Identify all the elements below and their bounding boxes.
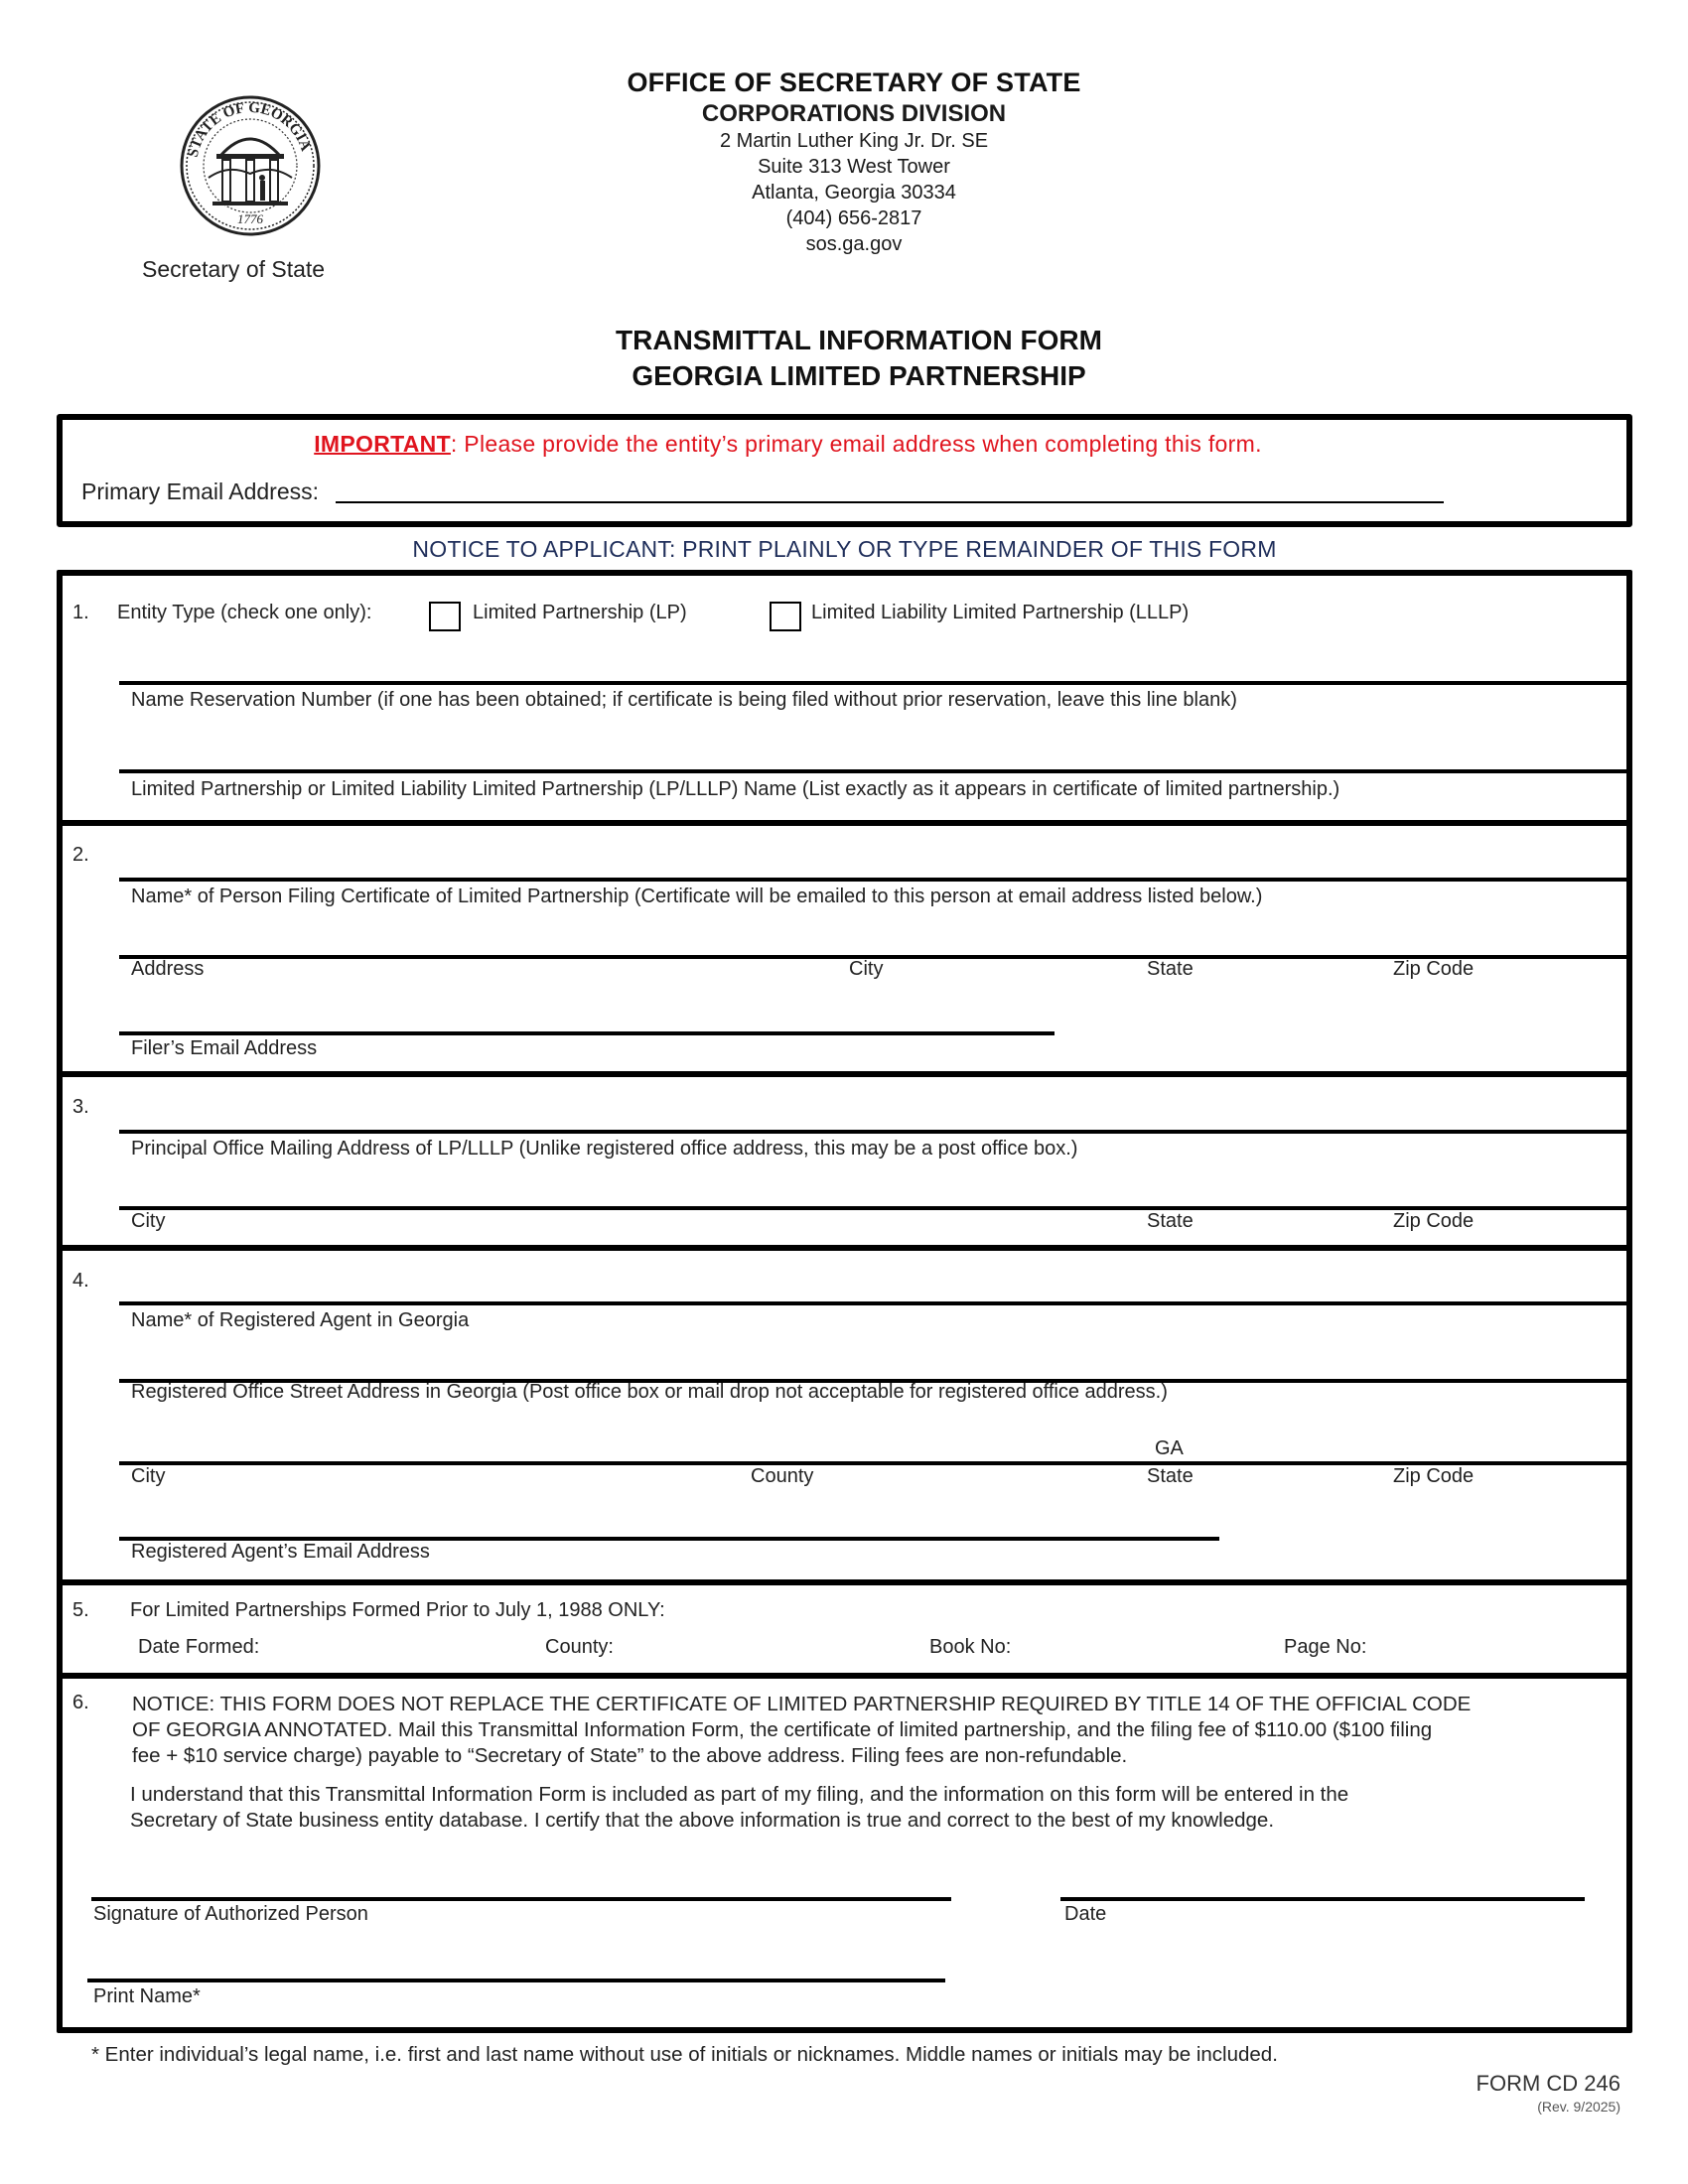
entity-name-field[interactable] (119, 769, 1626, 773)
primary-email-field[interactable] (336, 501, 1444, 503)
filer-city-label: City (849, 958, 884, 980)
section-divider (57, 1245, 1632, 1251)
name-reservation-field[interactable] (119, 681, 1626, 685)
option-limited-partnership-label: Limited Partnership (LP) (473, 602, 687, 623)
office-city-label: City (131, 1465, 166, 1487)
section-5-number: 5. (72, 1599, 89, 1621)
section-divider (57, 820, 1632, 826)
print-name-field[interactable] (87, 1979, 945, 1982)
filer-email-field[interactable] (119, 1031, 1055, 1035)
section-6-number: 6. (72, 1692, 89, 1713)
agent-email-label: Registered Agent’s Email Address (131, 1541, 430, 1563)
agent-name-field[interactable] (119, 1301, 1626, 1305)
filer-zip-label: Zip Code (1393, 958, 1475, 980)
section-4-number: 4. (72, 1270, 89, 1292)
svg-text:STATE OF GEORGIA: STATE OF GEORGIA (185, 99, 314, 159)
filer-name-label: Name* of Person Filing Certificate of Limited Partnership (Certificate will be emailed to this person at email address listed below.) (131, 886, 1263, 907)
office-state-label: State (1147, 1465, 1194, 1487)
agent-name-label: Name* of Registered Agent in Georgia (131, 1309, 470, 1331)
important-message: : Please provide the entity’s primary email address when completing this form. (450, 431, 1262, 457)
section-3-number: 3. (72, 1096, 89, 1118)
important-notice (0, 431, 1576, 458)
filing-notice (132, 1692, 1471, 1769)
checkbox-lllp[interactable] (770, 602, 801, 631)
page-no-label: Page No: (1284, 1636, 1367, 1658)
section-2-number: 2. (72, 844, 89, 866)
filing-notice-line: NOTICE: THIS FORM DOES NOT REPLACE THE CERTIFICATE OF LIMITED PARTNERSHIP REQUIRED BY TITLE 14 OF THE OFFICIAL CODE (132, 1693, 1472, 1715)
mailing-city-label: City (131, 1210, 166, 1232)
book-no-label: Book No: (929, 1636, 1012, 1658)
filer-address-label: Address (131, 958, 205, 980)
filer-email-label: Filer’s Email Address (131, 1037, 318, 1059)
certification-line: I understand that this Transmittal Information Form is included as part of my filing, and the information on this form will be entered in the (130, 1783, 1349, 1806)
name-reservation-label: Name Reservation Number (if one has been obtained; if certificate is being filed without prior reservation, leave this line blank) (131, 689, 1237, 711)
phone-number: (404) 656-2817 (785, 207, 922, 229)
mailing-address-label: Principal Office Mailing Address of LP/LLLP (Unlike registered office address, this may be a post office box.) (131, 1138, 1078, 1160)
pre-1988-heading: For Limited Partnerships Formed Prior to July 1, 1988 ONLY: (130, 1599, 665, 1621)
section-divider (57, 1579, 1632, 1585)
section-divider (57, 1071, 1632, 1077)
filer-name-field[interactable] (119, 878, 1626, 882)
office-county-label: County (751, 1465, 814, 1487)
secretary-of-state-label: Secretary of State (142, 256, 326, 282)
pre-1988-county-label: County: (545, 1636, 614, 1658)
mailing-address-field[interactable] (119, 1130, 1626, 1134)
form-title-line1: TRANSMITTAL INFORMATION FORM (616, 325, 1102, 355)
signature-field[interactable] (91, 1897, 951, 1901)
address-line-suite: Suite 313 West Tower (758, 156, 950, 178)
notice-to-applicant: NOTICE TO APPLICANT: PRINT PLAINLY OR TYPE REMAINDER OF THIS FORM (412, 536, 1277, 562)
important-label: IMPORTANT (314, 431, 451, 457)
section-divider (57, 1673, 1632, 1679)
section-1-number: 1. (72, 602, 89, 623)
office-zip-label: Zip Code (1393, 1465, 1475, 1487)
form-title-line2: GEORGIA LIMITED PARTNERSHIP (632, 360, 1086, 391)
georgia-state-seal-icon (179, 94, 322, 237)
date-field[interactable] (1060, 1897, 1585, 1901)
entity-name-label: Limited Partnership or Limited Liability Limited Partnership (LP/LLLP) Name (List exactly as it appears in certificate of limited partnership.) (131, 778, 1340, 800)
date-formed-label: Date Formed: (138, 1636, 260, 1658)
form-id: FORM CD 246 (1476, 2071, 1620, 2096)
checkbox-limited-partnership[interactable] (429, 602, 461, 631)
signature-label: Signature of Authorized Person (93, 1903, 368, 1925)
print-name-label: Print Name* (93, 1985, 201, 2007)
state-prefill-ga: GA (1155, 1437, 1184, 1459)
certification-line: Secretary of State business entity database. I certify that the above information is true and correct to the best of my knowledge. (130, 1809, 1275, 1832)
office-address-label: Registered Office Street Address in Georgia (Post office box or mail drop not acceptable for registered office address.) (131, 1381, 1168, 1403)
mailing-state-label: State (1147, 1210, 1194, 1232)
revision-date: (Rev. 9/2025) (1537, 2099, 1620, 2115)
option-lllp-label: Limited Liability Limited Partnership (LLLP) (811, 602, 1190, 623)
mailing-zip-label: Zip Code (1393, 1210, 1475, 1232)
svg-text:1776: 1776 (237, 211, 263, 226)
website-link[interactable]: sos.ga.gov (805, 233, 903, 255)
entity-type-label: Entity Type (check one only): (117, 602, 372, 623)
certification-statement (130, 1782, 1348, 1834)
division-title: CORPORATIONS DIVISION (701, 100, 1007, 127)
filer-state-label: State (1147, 958, 1194, 980)
filing-notice-line: OF GEORGIA ANNOTATED. Mail this Transmittal Information Form, the certificate of limited partnership, and the filing fee of $110.00 ($100 filing (132, 1718, 1433, 1741)
filing-notice-line: fee + $10 service charge) payable to “Secretary of State” to the above address. Filing fees are non-refundable. (132, 1744, 1128, 1767)
address-line-city: Atlanta, Georgia 30334 (752, 182, 956, 204)
date-label: Date (1064, 1903, 1107, 1925)
office-title: OFFICE OF SECRETARY OF STATE (627, 68, 1081, 97)
primary-email-label: Primary Email Address: (81, 478, 320, 504)
address-line-street: 2 Martin Luther King Jr. Dr. SE (719, 130, 989, 152)
legal-name-footnote: * Enter individual’s legal name, i.e. first and last name without use of initials or nicknames. Middle names or initials may be included. (91, 2043, 1278, 2066)
